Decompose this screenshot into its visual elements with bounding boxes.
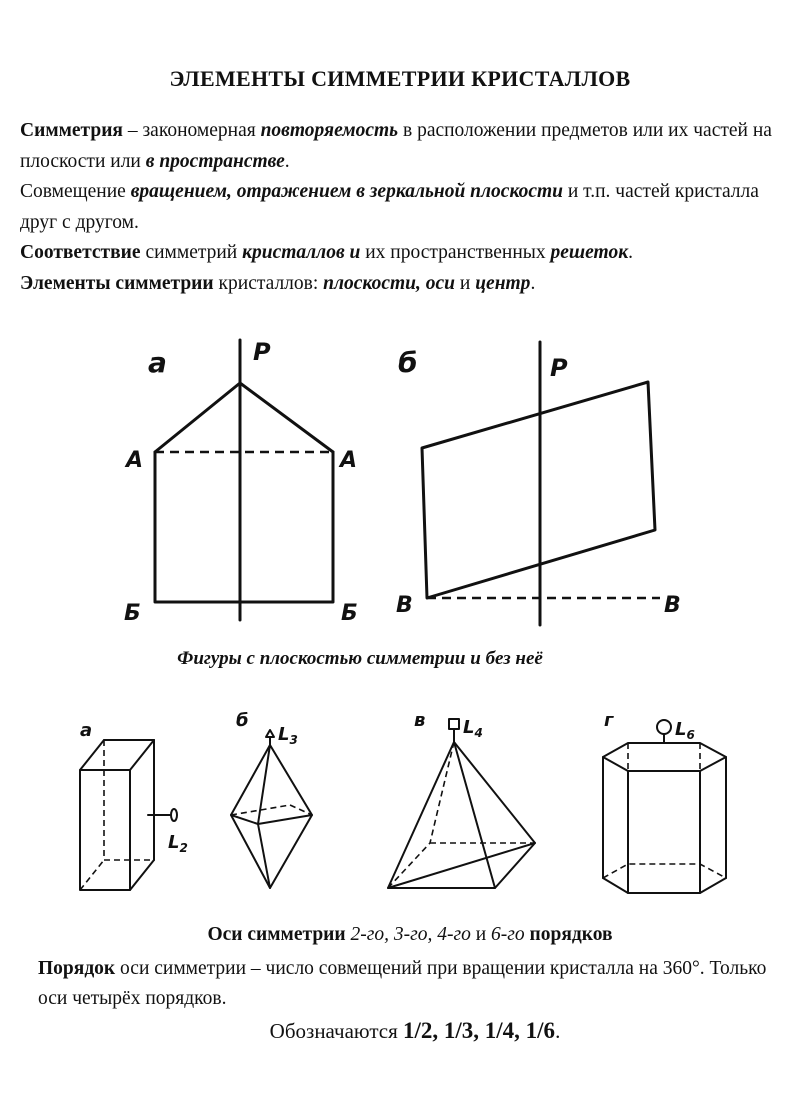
crystal-v-pyramid	[388, 710, 535, 888]
text-span: в расположении предметов или их частей на плоскости или	[20, 120, 772, 172]
text-span: кристаллов:	[213, 272, 324, 294]
text-span: симметрий	[140, 242, 243, 263]
pyramid-edge	[388, 742, 454, 888]
axis-l3-symbol	[266, 730, 274, 737]
figure-b-label: б	[398, 346, 418, 379]
crystal-b-bipyramid	[231, 710, 312, 888]
term-elements: Элементы симметрии	[20, 272, 214, 294]
orders-list: 2-го, 3-го, 4-го	[350, 924, 471, 945]
text-span: и	[455, 272, 476, 294]
text-span: и т.п. частей кристалла друг с другом.	[20, 181, 759, 233]
prism-front-face	[80, 770, 130, 890]
figure-a-label: а	[148, 346, 167, 379]
designation-line	[0, 1018, 800, 1044]
designation-values: 1/2, 1/3, 1/4, 1/6	[403, 1018, 556, 1043]
term-center: центр	[475, 272, 531, 294]
text-span: порядков	[524, 924, 613, 945]
crystal-g-label: г	[604, 710, 614, 731]
text-span: .	[530, 272, 536, 294]
pentagon-body	[155, 452, 333, 602]
axes-caption	[0, 924, 800, 946]
axis-l2-label: $L_2$	[168, 832, 188, 855]
term-correspondence: Соответствие	[20, 242, 141, 263]
term-symmetry: Симметрия	[20, 120, 123, 141]
text-span: .	[555, 1019, 561, 1043]
order-six: 6-го	[491, 924, 525, 945]
crystal-a-label: а	[80, 720, 93, 741]
figure-b-parallelogram	[396, 342, 681, 625]
axis-l4-symbol	[449, 719, 459, 729]
text-span: оси симметрии – число совмещений при вращении кристалла на 360°. Только оси четырёх порядков.	[38, 958, 767, 1009]
hex-bottom-front	[603, 878, 726, 893]
prism-edge	[80, 740, 104, 770]
planes-figure-caption: Фигуры с плоскостью симметрии и без неё	[177, 648, 543, 669]
crystal-g-hex-prism	[603, 710, 726, 893]
vertex-a-right: А	[340, 448, 358, 473]
text-span: Оси симметрии	[207, 924, 351, 945]
text-span: их пространственных	[360, 242, 551, 263]
prism-edge	[130, 860, 154, 890]
hex-top-face	[603, 743, 726, 771]
plane-p-label: Р	[253, 338, 271, 366]
text-span: Обозначаются	[269, 1019, 403, 1043]
order-paragraph	[38, 954, 788, 1014]
prism-hidden-edge	[80, 860, 104, 890]
term-planes-axes: плоскости, оси	[323, 272, 455, 294]
term-crystals: кристаллов и	[242, 242, 361, 263]
text-span: Совмещение	[20, 181, 131, 202]
pyramid-edge	[454, 742, 535, 843]
text-span: .	[284, 150, 290, 172]
hex-hidden-bottom	[603, 864, 726, 878]
axis-l4-label: $L_4$	[463, 717, 483, 740]
axis-l6-label: $L_6$	[675, 719, 695, 742]
pyramid-hidden-edge	[430, 742, 454, 843]
vertex-v-right: В	[664, 593, 681, 618]
axis-l2-symbol	[171, 809, 177, 821]
term-operations: вращением, отражением в зеркальной плоскости	[130, 181, 563, 202]
crystal-a-prism	[80, 720, 188, 890]
text-span: и	[470, 924, 492, 945]
text-span: .	[628, 242, 633, 263]
vertex-b-left: Б	[124, 601, 141, 626]
term-space: в пространстве	[145, 150, 285, 172]
figure-a-symmetric-pentagon	[124, 338, 358, 626]
term-order: Порядок	[38, 958, 116, 979]
bipyramid-edge	[258, 815, 312, 824]
axis-l3-label: $L_3$	[278, 724, 298, 747]
vertex-b-right: Б	[341, 601, 358, 626]
term-repeatability: повторяемость	[260, 120, 399, 141]
line-p-label: Р	[550, 354, 568, 382]
order-definition	[38, 954, 788, 1014]
vertex-a-left: А	[126, 448, 144, 473]
vertex-v-left: В	[396, 593, 413, 618]
prism-edge	[130, 740, 154, 770]
pentagon-roof	[155, 383, 333, 452]
term-lattices: решеток	[550, 242, 629, 263]
crystal-v-label: в	[414, 710, 426, 731]
axis-l6-symbol	[657, 720, 671, 734]
text-span: – закономерная	[122, 120, 261, 141]
page-title: ЭЛЕМЕНТЫ СИММЕТРИИ КРИСТАЛЛОВ	[169, 66, 631, 91]
crystal-b-label: б	[236, 710, 249, 731]
